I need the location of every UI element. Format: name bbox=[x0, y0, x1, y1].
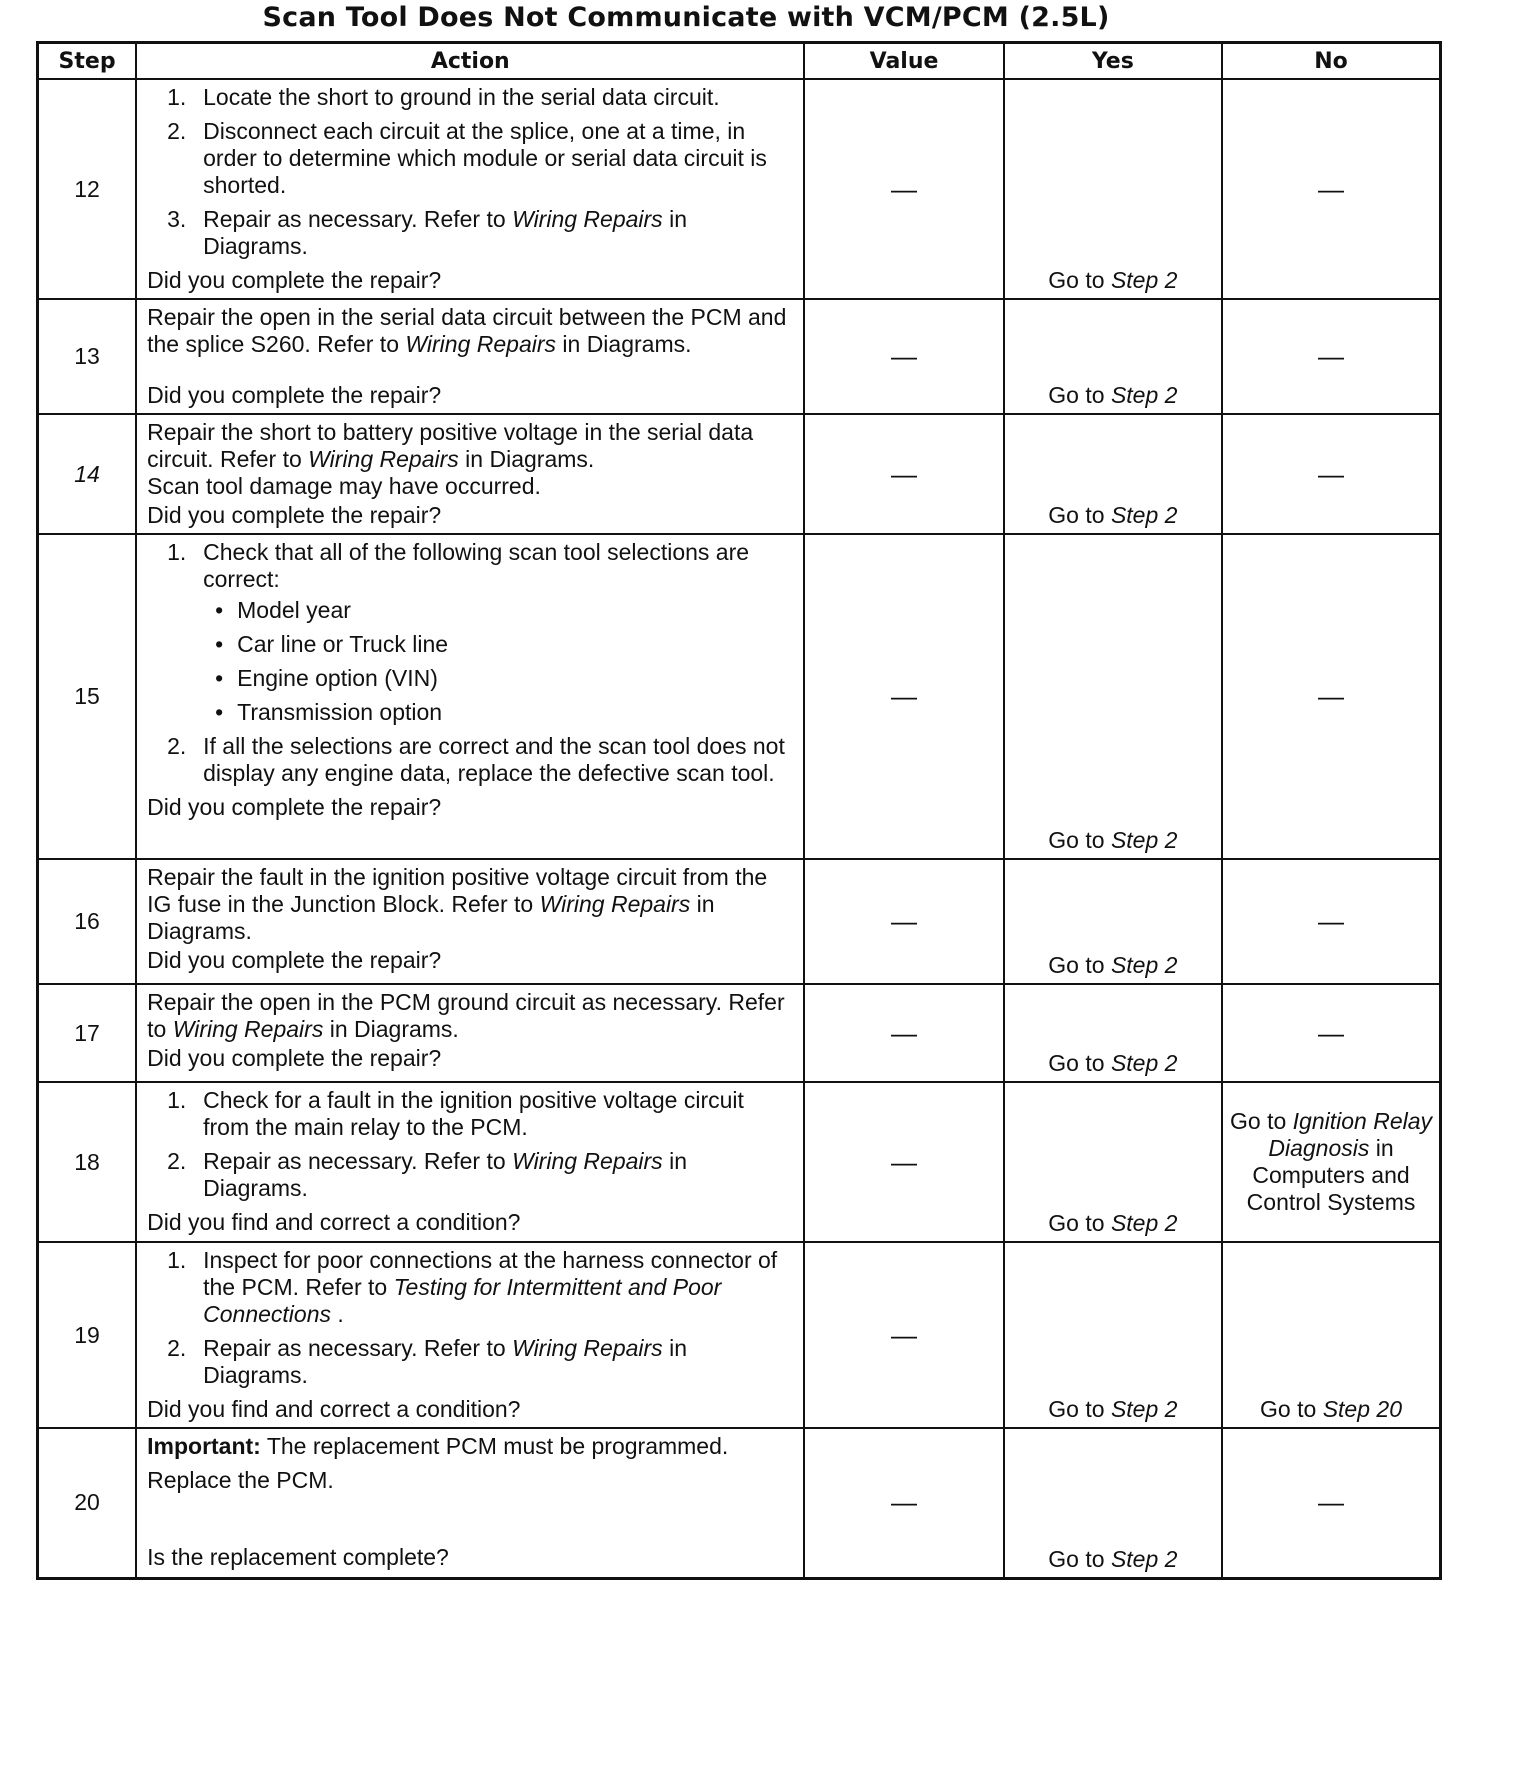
step-number: 17 bbox=[38, 984, 137, 1082]
question-text: Did you complete the repair? bbox=[147, 947, 442, 973]
header-row bbox=[38, 43, 1441, 80]
step-number: 12 bbox=[38, 79, 137, 299]
value-cell: — bbox=[804, 414, 1003, 534]
no-cell: — bbox=[1222, 1428, 1440, 1578]
step-number: 15 bbox=[38, 534, 137, 859]
yes-cell[interactable]: Go to Step 2 bbox=[1004, 859, 1222, 984]
reference-link[interactable]: Wiring Repairs bbox=[308, 446, 459, 472]
question-text: Did you complete the repair? bbox=[147, 502, 442, 528]
table-row bbox=[38, 534, 1441, 859]
reference-link[interactable]: Wiring Repairs bbox=[172, 1016, 324, 1042]
no-cell: — bbox=[1222, 984, 1440, 1082]
value-cell: — bbox=[804, 1242, 1003, 1428]
action-cell: 1. Check for a fault in the ignition positive voltage circuit from the main relay to the PCM. 2. Repair as necessary. Refer to Wiring Repairs in Diagrams. Did you find and correct a condition? bbox=[136, 1082, 804, 1242]
header-step: Step bbox=[38, 43, 137, 80]
no-cell: — bbox=[1222, 859, 1440, 984]
table-row bbox=[38, 299, 1441, 414]
reference-link[interactable]: Wiring Repairs bbox=[405, 331, 557, 357]
no-cell: — bbox=[1222, 79, 1440, 299]
action-cell: Important: The replacement PCM must be programmed. Replace the PCM. Is the replacement complete? bbox=[136, 1428, 804, 1578]
table-row bbox=[38, 1428, 1441, 1578]
yes-cell[interactable]: Go to Step 2 bbox=[1004, 1242, 1222, 1428]
list-item: • Transmission option bbox=[203, 699, 793, 726]
step-number: 18 bbox=[38, 1082, 137, 1242]
reference-link[interactable]: Testing for Intermittent and Poor Connections bbox=[203, 1274, 722, 1327]
question-text: Did you complete the repair? bbox=[147, 794, 442, 820]
value-cell: — bbox=[804, 859, 1003, 984]
yes-cell[interactable]: Go to Step 2 bbox=[1004, 79, 1222, 299]
no-cell: — bbox=[1222, 534, 1440, 859]
value-cell: — bbox=[804, 79, 1003, 299]
reference-link[interactable]: Wiring Repairs bbox=[512, 206, 663, 232]
value-cell: — bbox=[804, 299, 1003, 414]
action-cell: 1. Inspect for poor connections at the harness connector of the PCM. Refer to Testing for Intermittent and Poor Connections . 2. Repair as necessary. Refer to Wiring Repairs in Diagrams. Did you find and correct a condition? bbox=[136, 1242, 804, 1428]
list-item: • Model year bbox=[203, 597, 793, 624]
header-value: Value bbox=[804, 43, 1003, 80]
action-text: Disconnect each circuit at the splice, one at a time, in order to determine which module or serial data circuit is shorted. bbox=[203, 118, 767, 198]
action-cell: 1. Check that all of the following scan tool selections are correct: • Model year • Car line or Truck line • Engine option (VIN) • Transmission option 2. If all the selections are correct and the scan tool does not display any engine data, replace the defective scan tool. Did you complete the repair? bbox=[136, 534, 804, 859]
table-row bbox=[38, 1082, 1441, 1242]
value-cell: — bbox=[804, 1428, 1003, 1578]
header-action: Action bbox=[136, 43, 804, 80]
table-row bbox=[38, 1242, 1441, 1428]
action-cell: Repair the short to battery positive voltage in the serial data circuit. Refer to Wiring Repairs in Diagrams. Scan tool damage may have occurred. Did you complete the repair? bbox=[136, 414, 804, 534]
action-cell: Repair the open in the serial data circuit between the PCM and the splice S260. Refer to Wiring Repairs in Diagrams. Did you complete the repair? bbox=[136, 299, 804, 414]
step-number: 14 bbox=[38, 414, 137, 534]
header-no: No bbox=[1222, 43, 1440, 80]
table-row bbox=[38, 414, 1441, 534]
no-cell: — bbox=[1222, 414, 1440, 534]
no-cell[interactable]: Go to Step 20 bbox=[1222, 1242, 1440, 1428]
question-text: Did you find and correct a condition? bbox=[147, 1396, 521, 1422]
reference-link[interactable]: Wiring Repairs bbox=[539, 891, 691, 917]
question-text: Did you complete the repair? bbox=[147, 1045, 442, 1071]
question-text: Did you complete the repair? bbox=[147, 382, 442, 408]
question-text: Did you complete the repair? bbox=[147, 267, 442, 293]
no-cell[interactable]: Go to Ignition Relay Diagnosis in Computers and Control Systems bbox=[1222, 1082, 1440, 1242]
header-yes: Yes bbox=[1004, 43, 1222, 80]
yes-cell[interactable]: Go to Step 2 bbox=[1004, 414, 1222, 534]
table-row bbox=[38, 79, 1441, 299]
yes-cell[interactable]: Go to Step 2 bbox=[1004, 1428, 1222, 1578]
action-cell: Repair the fault in the ignition positive voltage circuit from the IG fuse in the Junction Block. Refer to Wiring Repairs in Diagrams. Did you complete the repair? bbox=[136, 859, 804, 984]
step-number: 19 bbox=[38, 1242, 137, 1428]
yes-cell[interactable]: Go to Step 2 bbox=[1004, 984, 1222, 1082]
question-text: Did you find and correct a condition? bbox=[147, 1209, 521, 1235]
reference-link[interactable]: Wiring Repairs bbox=[512, 1335, 663, 1361]
list-item: • Car line or Truck line bbox=[203, 631, 793, 658]
question-text: Is the replacement complete? bbox=[147, 1544, 449, 1570]
important-label: Important: bbox=[147, 1433, 261, 1459]
yes-cell[interactable]: Go to Step 2 bbox=[1004, 534, 1222, 859]
action-text: Locate the short to ground in the serial data circuit. bbox=[203, 84, 720, 110]
action-cell: 1. Locate the short to ground in the serial data circuit. 2. Disconnect each circuit at the splice, one at a time, in order to determine which module or serial data circuit is shorted. 3. Repair as necessary. Refer to Wiring Repairs in Diagrams. Did you complete the repair? bbox=[136, 79, 804, 299]
action-cell: Repair the open in the PCM ground circuit as necessary. Refer to Wiring Repairs in Diagrams. Did you complete the repair? bbox=[136, 984, 804, 1082]
no-cell: — bbox=[1222, 299, 1440, 414]
yes-cell[interactable]: Go to Step 2 bbox=[1004, 1082, 1222, 1242]
step-number: 16 bbox=[38, 859, 137, 984]
step-number: 20 bbox=[38, 1428, 137, 1578]
value-cell: — bbox=[804, 534, 1003, 859]
reference-link[interactable]: Wiring Repairs bbox=[512, 1148, 663, 1174]
diagnostic-table bbox=[36, 41, 1442, 1580]
table-row bbox=[38, 984, 1441, 1082]
step-number: 13 bbox=[38, 299, 137, 414]
page-title: Scan Tool Does Not Communicate with VCM/PCM (2.5L) bbox=[262, 2, 1110, 33]
list-item: • Engine option (VIN) bbox=[203, 665, 793, 692]
value-cell: — bbox=[804, 984, 1003, 1082]
table-row bbox=[38, 859, 1441, 984]
value-cell: — bbox=[804, 1082, 1003, 1242]
yes-cell[interactable]: Go to Step 2 bbox=[1004, 299, 1222, 414]
